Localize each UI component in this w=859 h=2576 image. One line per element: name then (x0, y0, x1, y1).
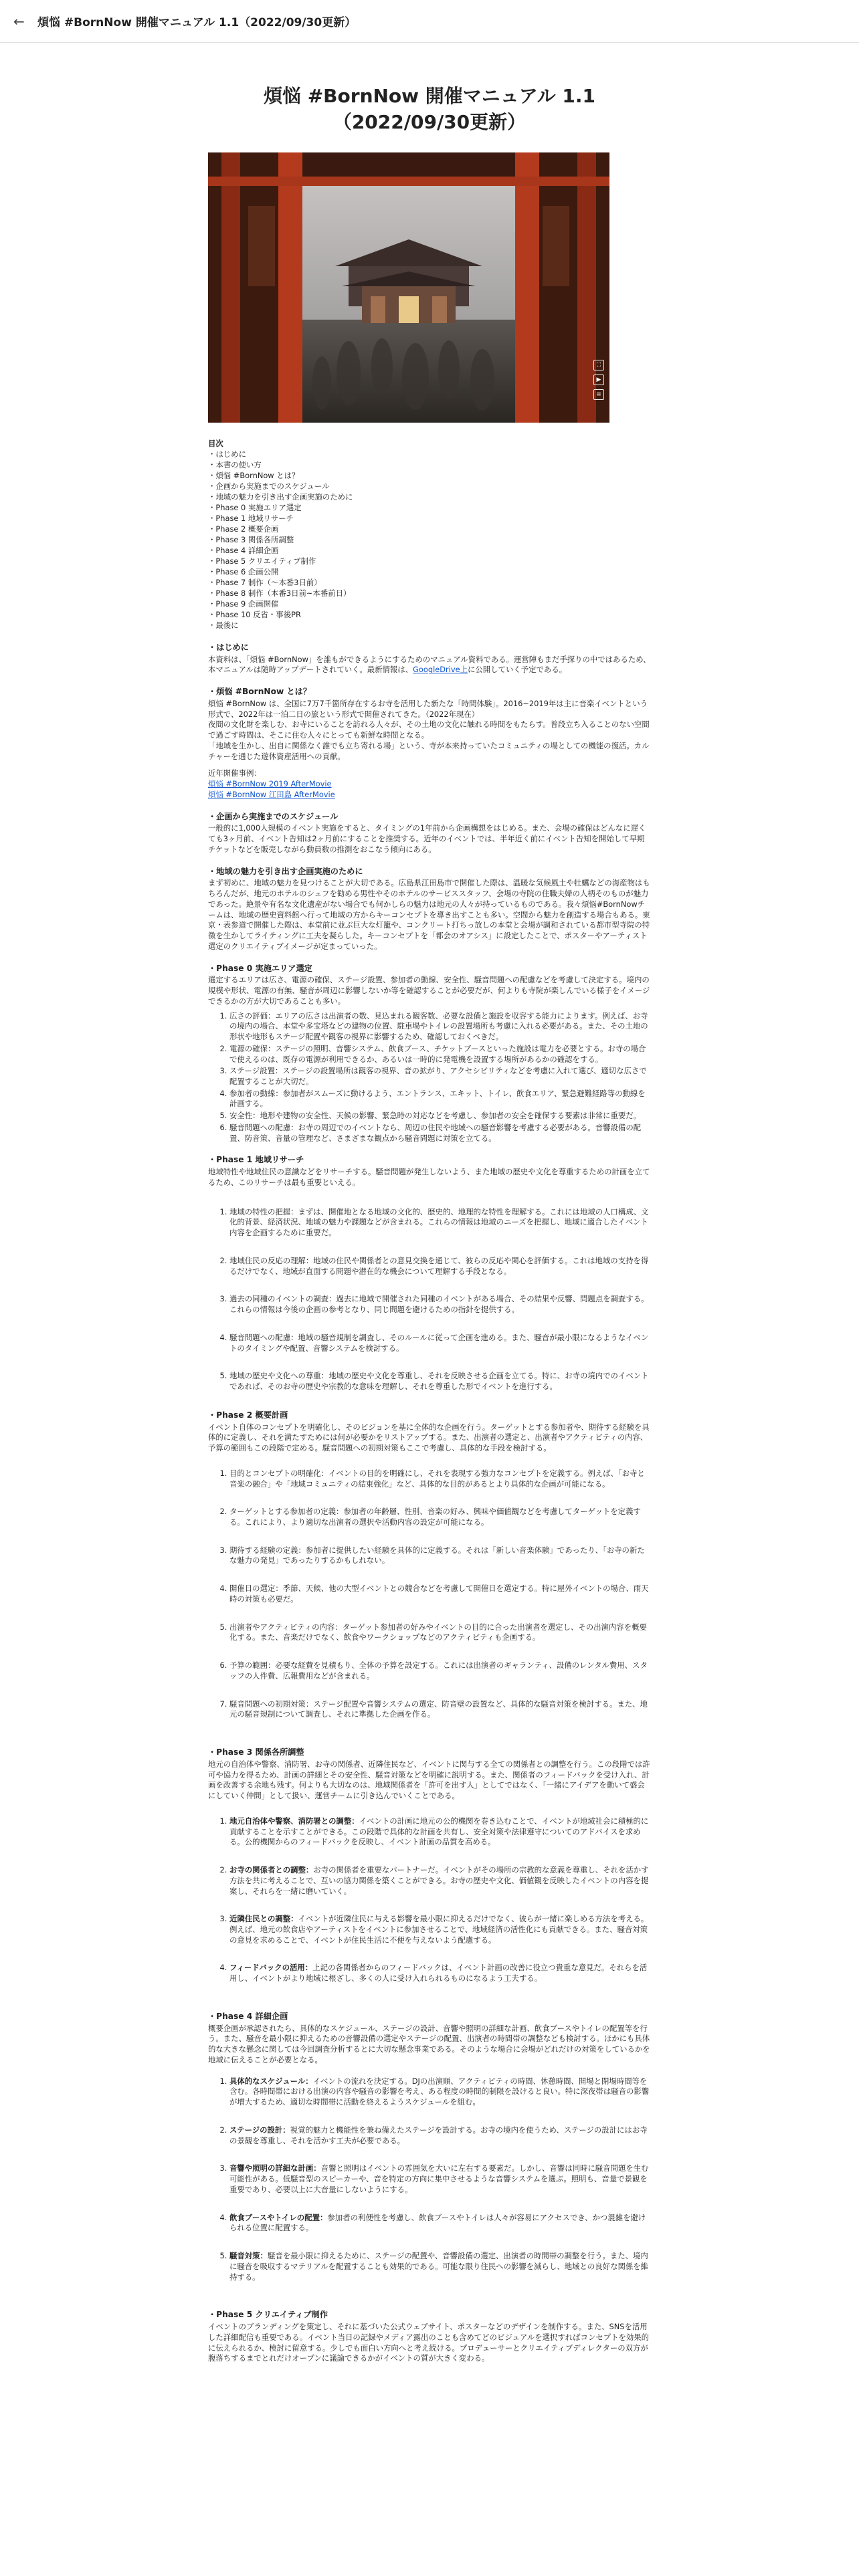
toc-item[interactable]: ・Phase 5 クリエイティブ制作 (208, 556, 316, 566)
section-title: ・地域の魅力を引き出す企画実施のために (208, 866, 363, 876)
section-text: 選定するエリアは広さ、電源の確保、ステージ設置、参加者の動線、安全性、騒音問題への配慮などを考慮して決定する。境内の規模や形状、電源の有無、騒音が周辺に影響しないか等を確認することが必要だが、何よりも寺院が楽しんでいる様子をイメージできるかの方が大切であることも多い。 (208, 975, 650, 1006)
section-phase1 (208, 1154, 651, 1392)
section-text: 一般的に1,000人規模のイベント実施をすると、タイミングの1年前から企画構想をはじめる。また、会場の確保はどんなに遅くても3ヶ月前、イベント告知は2ヶ月前にすることを推奨する。近年のイベントでは、半年近く前にイベント告知を開始して早期チケットなどを販売しながら動員数の推測をおこなう傾向にある。 (208, 823, 646, 854)
phase3-list (208, 1816, 651, 1984)
list-item: 2. ステージの設計：視覚的魅力と機能性を兼ね備えたステージを設計する。お寺の境内を使うため、ステージの設計にはお寺の景観を尊重し、それを活かす工夫が必要である。 (229, 2125, 651, 2146)
list-item: 1. 目的とコンセプトの明確化：イベントの目的を明確にし、それを表現する強力なコンセプトを定義する。例えば、「お寺と音楽の融合」や「地域コミュニティの結束強化」など、具体的な目的があるとより具体的な企画が可能になる。 (229, 1469, 651, 1489)
section-text: 概要企画が承認されたら、具体的なスケジュール、ステージの設計、音響や照明の詳細な計画、飲食ブースやトイレの配置等を行う。また、騒音を最小限に抑えるための音響設備の選定やステージの配置、出演者の時間帯の調整なども検討する。ほかにも具体的な大きな懸念に関しては今回調査分析するとに大切な懸念事業である。そのような場合に会場がどれだけの対策をしているかを地域に伝えることが必要となる。 (208, 2023, 650, 2064)
section-phase4 (208, 2011, 651, 2282)
list-item: 4. 騒音問題への配慮：地域の騒音規制を調査し、そのルールに従って企画を進める。また、騒音が最小限になるようなイベントのタイミングや配置、音響システムを検討する。 (229, 1333, 651, 1354)
list-item: 5. 出演者やアクティビティの内容：ターゲット参加者の好みやイベントの目的に合った出演者を選定し、その出演内容を概要化する。また、音楽だけでなく、飲食やワークショップなどのアクティビティも企画する。 (229, 1622, 651, 1643)
list-item: 2. ターゲットとする参加者の定義：参加者の年齢層、性別、音楽の好み、興味や価値観などを考慮してターゲットを定義する。これにより、より適切な出演者の選択や活動内容の設定が可能になる。 (229, 1507, 651, 1527)
section-title: ・Phase 2 概要計画 (208, 1410, 288, 1420)
section-text: イベントのブランディングを策定し、それに基づいた公式ウェブサイト、ポスターなどのデザインを制作する。また、SNSを活用した詳細配信も重要である。イベント当日の記録やメディア露出のことも含めてどのビジュアルを選択すればコンセプトを効果的に伝えられるか、検討に留意する。少しでも面白い方向へと考え続ける。プロデューサーとクリエイティブディレクターの双方が腹落ちするまでとれだけオープンに議論できるかがイベントの質が大きく変わる。 (208, 2322, 650, 2363)
section-text: イベント自体のコンセプトを明確化し、そのビジョンを基に全体的な企画を行う。ターゲットとする参加者や、期待する経験を具体的に定義し、それを満たすためには何が必要かをリストアップする。また、出演者の選定と、出演者やアクティビティの内容、予算の範囲もこの段階で定める。騒音問題への初期対策もここで考慮し、具体的な手段を検討する。 (208, 1422, 650, 1453)
toc-label: 目次 (208, 439, 223, 449)
phase0-list (208, 1011, 651, 1144)
temple-gate-illustration (208, 152, 609, 423)
list-item: 2. お寺の関係者との調整：お寺の関係者を重要なパートナーだ。イベントがその場所の宗教的な意義を尊重し、それを活かす方法を共に考えることで、互いの協力関係を築くことができる。お寺の歴史や文化、価値観を反映したイベントの内容を提案し、それらを一緒に磨いていく。 (229, 1865, 651, 1897)
toc-item[interactable]: ・煩悩 #BornNow とは？ (208, 471, 300, 481)
list-item: 7. 騒音問題への初期対策：ステージ配置や音響システムの選定、防音壁の設置など、具体的な騒音対策を検討する。また、地元の騒音規制について調査し、それに準拠した企画を作る。 (229, 1699, 651, 1720)
section-phase2 (208, 1410, 651, 1720)
section-title: ・煩悩 #BornNow とは？ (208, 687, 312, 697)
list-item: 4. 飲食ブースやトイレの配置：参加者の利便性を考慮し、飲食ブースやトイレは人々が容易にアクセスでき、かつ混雑を避けられる位置に配置する。 (229, 2213, 651, 2234)
list-item: 5. 地域の歴史や文化への尊重：地域の歴史や文化を尊重し、それを反映させる企画を立てる。特に、お寺の境内でのイベントであれば、そのお寺の歴史や宗教的な意味を理解し、それを尊重した形でイベントを進行する。 (229, 1371, 651, 1392)
list-item: 1. 地元自治体や警察、消防署との調整：イベントの計画に地元の公的機関を巻き込むことで、イベントが地域社会に積極的に貢献することを示すことができる。この段階で具体的な計画を共有し、安全対策や法律遵守についてのアドバイスを求める。公的機関からのフィードバックを反映し、イベント計画の品質を高める。 (229, 1816, 651, 1848)
table-of-contents (208, 439, 651, 631)
list-item: 3. 期待する経験の定義：参加者に提供したい経験を具体的に定義する。それは「新しい音楽体験」であったり、「お寺の新たな魅力の発見」であったりするかもしれない。 (229, 1545, 651, 1566)
toc-item[interactable]: ・Phase 7 制作（～本番3日前） (208, 577, 322, 587)
section-phase3 (208, 1747, 651, 1984)
aftermovie-link-etajima[interactable]: 煩悩 #BornNow 江田島 AfterMovie (208, 789, 335, 799)
toc-item[interactable]: ・Phase 6 企画公開 (208, 567, 279, 576)
list-item: 3. 近隣住民との調整：イベントが近隣住民に与える影響を最小限に抑えるだけでなく、彼らが一緒に楽しめる方法を考える。例えば、地元の飲食店やアーティストをイベントに参加させることで、地域経済の活性化にも貢献できる。また、騒音対策の意見を求めることで、イベントが住民生活に不便を与えないよう配慮する。 (229, 1914, 651, 1945)
list-item: 4. 開催日の選定：季節、天候、他の大型イベントとの競合などを考慮して開催日を選定する。特に屋外イベントの場合、雨天時の対策も必要だ。 (229, 1584, 651, 1604)
toc-item[interactable]: ・本書の使い方 (208, 460, 262, 470)
play-icon[interactable]: ▶ (593, 374, 604, 385)
page-title: 煩悩 #BornNow 開催マニュアル 1.1 （2022/09/30更新） (263, 85, 596, 134)
toc-item[interactable]: ・Phase 9 企画開催 (208, 599, 279, 609)
toc-item[interactable]: ・Phase 2 概要企画 (208, 524, 279, 534)
section-schedule (208, 811, 651, 855)
fullscreen-icon[interactable]: ⛶ (593, 360, 604, 370)
aftermovie-link-2019[interactable]: 煩悩 #BornNow 2019 AfterMovie (208, 779, 332, 789)
section-phase5 (208, 2309, 651, 2364)
about-paragraph: 「地域を生かし、出自に関係なく誰でも立ち寄れる場」という、寺が本来持っていたコミュニティの場としての機能の復活。カルチャーを通じた遊休資産活用への貢献。 (208, 740, 650, 761)
list-item: 3. 過去の同種のイベントの調査：過去に地域で開催された同種のイベントがある場合、その結果や反響、問題点を調査する。これらの情報は今後の企画の参考となり、同じ問題を避けるための指針を提供する。 (229, 1294, 651, 1315)
section-title: ・Phase 1 地域リサーチ (208, 1155, 304, 1165)
list-item: 2. 地域住民の反応の理解：地域の住民や関係者との意見交換を通じて、彼らの反応や関心を評価する。これは地域の支持を得るだけでなく、地域が直面する問題や潜在的な機会について理解する手段となる。 (229, 1256, 651, 1277)
phase2-list (208, 1469, 651, 1720)
about-paragraph: 煩悩 #BornNow は、全国に7万7千箇所存在するお寺を活用した新たな「時間体験」。2016~2019年は主に音楽イベントという形式で、2022年は一泊二日の旅という形式で開催されてきた。（2022年現在） (208, 698, 648, 719)
hero-overlay-controls (593, 360, 605, 404)
section-title: ・Phase 5 クリエイティブ制作 (208, 2310, 328, 2320)
arrow-left-icon[interactable]: ← (13, 13, 25, 29)
list-item: 4. 参加者の動線：参加者がスムーズに動けるよう、エントランス、エキット、トイレ、飲食エリア、緊急避難経路等の動線を計画する。 (229, 1089, 651, 1109)
hero-photo-temple-gate (208, 152, 609, 423)
toc-item[interactable]: ・Phase 1 地域リサーチ (208, 514, 294, 524)
list-item: 3. 音響や照明の詳細な計画：音響と照明はイベントの雰囲気を大いに左右する要素だ。しかし、音響は同時に騒音問題を生む可能性がある。低騒音型のスピーカーや、音を特定の方向に集中させるような音響システムを選ぶ。照明も、音量で景観を重要であり、必要以上に大音量にしないようにする。 (229, 2163, 651, 2195)
list-item: 1. 広さの評価：エリアの広さは出演者の数、見込まれる観客数、必要な設備と施設を収容する能力によります。例えば、お寺の境内の場合、本堂や多宝塔などの建物の位置、駐車場やトイレの設置場所も考慮に入れる必要がある。また、その土地の形状や地形もステージ配置や観客の視界に影響するため、確認しておくべきだ。 (229, 1011, 651, 1043)
list-item: 3. ステージ設置：ステージの設置場所は観客の視界、音の拡がり、アクセシビリティなどを考慮に入れて選び、適切な広さで配置することが大切だ。 (229, 1066, 651, 1087)
google-drive-link[interactable]: GoogleDrive上 (413, 665, 468, 675)
section-text: まず初めに、地域の魅力を見つけることが大切である。広島県江田島市で開催した際は、温暖な気候風土や牡蠣などの海産物はもちろんだが、地元のホテルのシェフを勧める男性やそのホテルのサービススタッフ、会場の寺院の住職夫婦の人柄そのものが魅力であった。絶景や有名な文化遺産がない場合でも何かしらの魅力は地元の人々が持っているものである。我々煩悩#BornNowチームは、地域の歴史資料館へ行って地域の方からキーコンセプトを導き出すことも多い。空間から魅力を創造する場合もある。東京・表参道で開催した際は、本堂前に並ぶ巨大な灯籠や、コンクリート打ちっ放しの本堂と会場が調和されている都市型寺院の特徴を生かしてライティングに工夫を凝らした。キーコンセプトを「都会のオアシス」に設定したことで、ポスターやアーティスト選定のクリエイティブイメージが定まっていった。 (208, 878, 650, 951)
toc-item[interactable]: ・はじめに (208, 449, 246, 459)
toc-item[interactable]: ・企画から実施までのスケジュール (208, 481, 330, 492)
section-title: ・Phase 0 実施エリア選定 (208, 963, 312, 973)
section-text: 地元の自治体や警察、消防署、お寺の関係者、近隣住民など、イベントに関与する全ての関係者との調整を行う。この段階では許可や協力を得るため、計画の詳細とその安全性、騒音対策などを明確に説明する。また、関係者のフィードバックを受け入れ、計画を改善する余地も残す。何よりも大切なのは、地域関係者を「許可を出す人」としてではなく、「一緒にアイデアを動いて盛会にしていく仲間」として扱い、運営チームに引き込んでいくことである。 (208, 1759, 650, 1801)
list-item: 1. 地域の特性の把握：まずは、開催地となる地域の文化的、歴史的、地理的な特性を理解する。これには地域の人口構成、文化的背景、経済状況、地域の魅力や課題などが含まれる。これらの情報は地域のニーズを把握し、地域に適合したイベント内容を企画するために重要だ。 (229, 1207, 651, 1239)
list-item: 5. 騒音対策：騒音を最小限に抑えるために、ステージの配置や、音響設備の選定、出演者の時間帯の調整を行う。また、境内に騒音を吸収するマテリアルを配置することも効果的である。可能な限り住民への影響を減らし、地域との良好な関係を維持する。 (229, 2251, 651, 2282)
section-title: ・Phase 3 関係各所調整 (208, 1747, 304, 1757)
top-bar (0, 0, 859, 43)
about-paragraph: 夜間の文化財を楽しむ、お寺にいることを訪れる人々が、その土地の文化に触れる時間をもたらす。普段立ち入ることのない空間で過ごす時間は、そこに住む人々にとっても新鮮な時間となる。 (208, 720, 650, 740)
section-title: ・企画から実施までのスケジュール (208, 811, 339, 821)
past-events-label: 近年開催事例： (208, 768, 262, 778)
list-item: 4. フィードバックの活用：上記の各関係者からのフィードバックは、イベント計画の改善に役立つ貴重な意見だ。それらを活用し、イベントがより地域に根ざし、多くの人に受け入れられるものになるよう工夫する。 (229, 1963, 651, 1983)
toc-item[interactable]: ・地域の魅力を引き出す企画実施のために (208, 492, 353, 502)
toc-item[interactable]: ・Phase 3 関係各所調整 (208, 535, 294, 545)
list-item: 1. 具体的なスケジュール：イベントの流れを決定する。DJの出演順、アクティビティの時間、休憩時間、開場と閉場時間等を含む。各時間帯における出演の内容や騒音の影響を考え、ある程度の時間的制限を設けると良い。特に深夜帯は騒音の影響が増大するため、適切な時間帯に活動を終えるようスケジュールを組む。 (229, 2076, 651, 2108)
document-body (208, 43, 651, 2364)
section-text: 地域特性や地域住民の意識などをリサーチする。騒音問題が発生しないよう、また地域の歴史や文化を尊重するための計画を立てるため、このリサーチは最も重要といえる。 (208, 1167, 650, 1187)
section-about (208, 686, 651, 800)
document-title-bar: 煩悩 #BornNow 開催マニュアル 1.1（2022/09/30更新） (37, 16, 357, 29)
toc-item[interactable]: ・Phase 8 制作（本番3日前~本番前日） (208, 588, 351, 598)
toc-item[interactable]: ・Phase 10 反省・事後PR (208, 609, 301, 619)
toc-item[interactable]: ・Phase 4 詳細企画 (208, 546, 279, 556)
list-item: 5. 安全性：地形や建物の安全性、天候の影響、緊急時の対応などを考慮し、参加者の安全を確保する要素は非常に重要だ。 (229, 1111, 651, 1121)
section-appeal (208, 866, 651, 952)
list-item: 2. 電源の確保：ステージの照明、音響システム、飲食ブース、チケットブースといった施設は電力を必要とする。お寺の場合で使えるのは、既存の電源が利用できるか、あるいは一時的に発電機を設置する場所があるかの確認をする。 (229, 1044, 651, 1065)
list-item: 6. 予算の範囲：必要な経費を見積もり、全体の予算を設定する。これには出演者のギャランティ、設備のレンタル費用、スタッフの人件費、広報費用などが含まれる。 (229, 1660, 651, 1681)
section-title: ・はじめに (208, 642, 249, 652)
menu-icon[interactable]: ≡ (593, 389, 604, 400)
section-title: ・Phase 4 詳細企画 (208, 2011, 288, 2021)
toc-item[interactable]: ・最後に (208, 620, 239, 630)
phase1-list (208, 1207, 651, 1392)
intro-text: 本資料は、「煩悩 #BornNow」を誰もができるようにするためのマニュアル資料である。運営陣もまだ手探りの中ではあるため、本マニュアルは随時アップデートされていく。最新情報は、GoogleDrive上に公開していく予定である。 (208, 654, 651, 675)
list-item: 6. 騒音問題への配慮：お寺の周辺でのイベントなら、周辺の住民や地域への騒音影響を考慮する必要がある。音響設備の配置、防音策、音量の管理など、さまざまな観点から騒音問題に対策を立てる。 (229, 1123, 651, 1144)
toc-item[interactable]: ・Phase 0 実施エリア選定 (208, 503, 302, 513)
phase4-list (208, 2076, 651, 2283)
section-intro (208, 642, 651, 675)
section-phase0 (208, 963, 651, 1144)
